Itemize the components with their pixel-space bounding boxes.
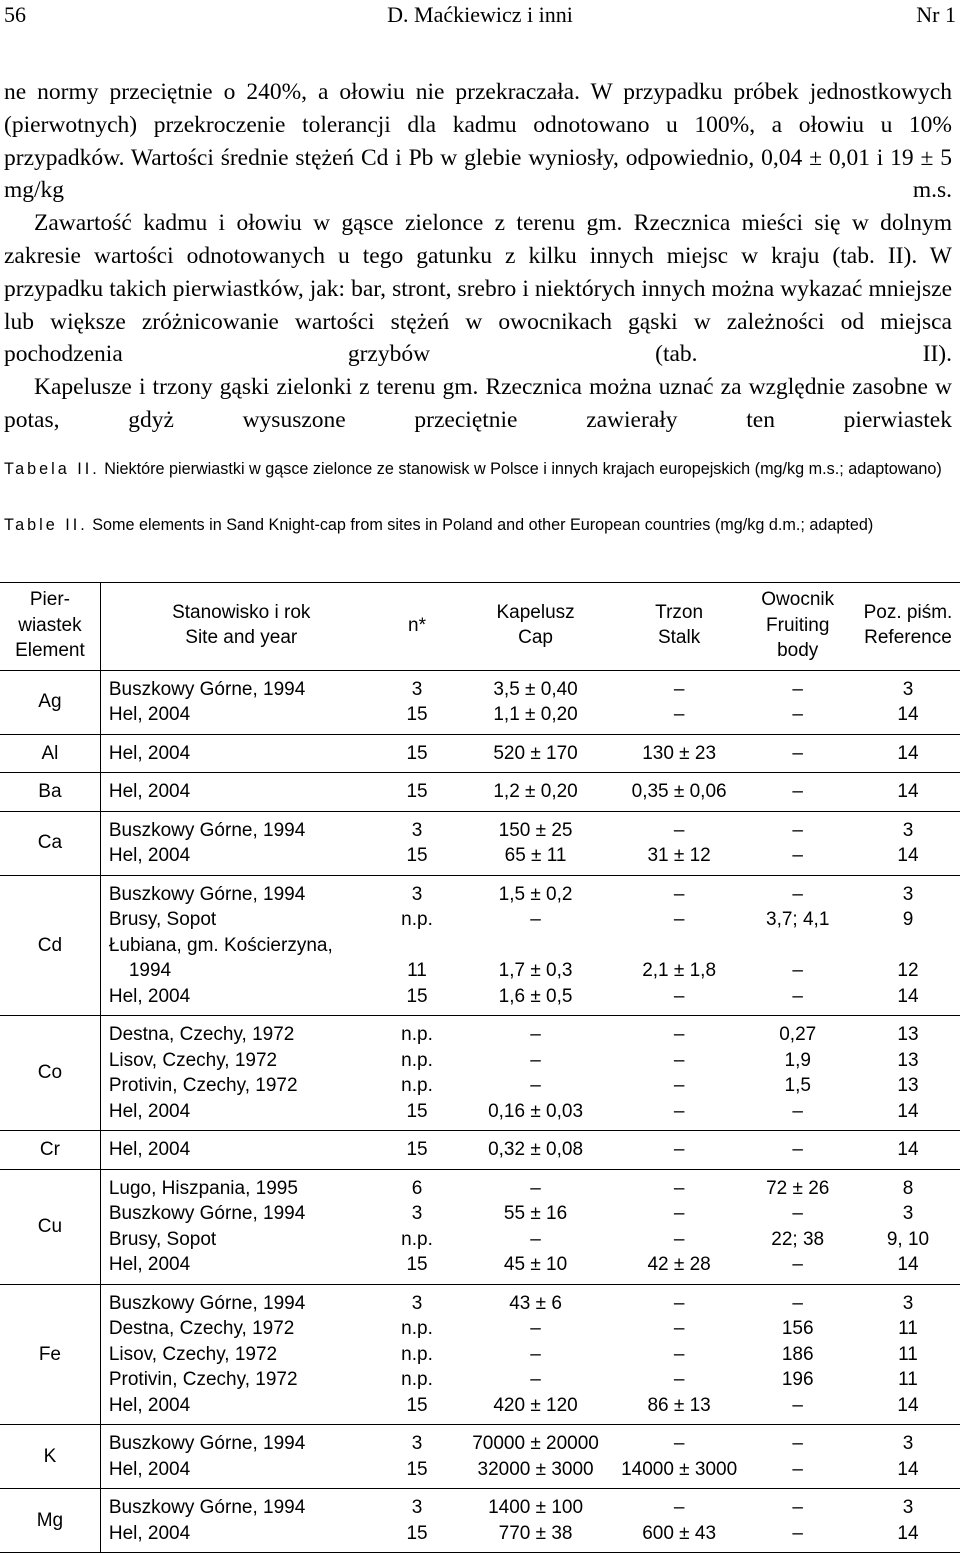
cell-fruiting-body: 72 ± 26 – 22; 38 – (739, 1169, 855, 1284)
cell-fruiting-body: – – (739, 811, 855, 875)
cell-n: 3 15 (382, 811, 453, 875)
cell-n: 3 n.p. n.p. n.p. 15 (382, 1284, 453, 1425)
cell-cap: 1400 ± 100 770 ± 38 (452, 1489, 618, 1553)
cell-n: 3 15 (382, 670, 453, 734)
table-row (0, 1284, 960, 1425)
cell-fruiting-body: – (739, 773, 855, 812)
cell-reference: 13 13 13 14 (856, 1016, 960, 1131)
cell-site: Buszkowy Górne, 1994 Hel, 2004 (100, 670, 381, 734)
cell-cap: 1,2 ± 0,20 (452, 773, 618, 812)
cell-cap: 43 ± 6 – – – 420 ± 120 (452, 1284, 618, 1425)
cell-cap: 0,32 ± 0,08 (452, 1131, 618, 1170)
caption-label: Tabela II. (4, 460, 100, 478)
cell-element: Mg (0, 1489, 100, 1553)
cell-stalk: – 14000 ± 3000 (619, 1425, 740, 1489)
header-element: Pier- wiastek Element (0, 583, 100, 671)
cell-element: Cr (0, 1131, 100, 1170)
cell-cap: – 55 ± 16 – 45 ± 10 (452, 1169, 618, 1284)
cell-site: Buszkowy Górne, 1994 Destna, Czechy, 1972 Lisov, Czechy, 1972 Protivin, Czechy, 1972 Hel, 2004 (100, 1284, 381, 1425)
cell-fruiting-body: – 156 186 196 – (739, 1284, 855, 1425)
running-authors: D. Maćkiewicz i inni (387, 2, 573, 27)
cell-reference: 14 (856, 773, 960, 812)
cell-n: 15 (382, 1131, 453, 1170)
cell-stalk: 0,35 ± 0,06 (619, 773, 740, 812)
cell-n: 6 3 n.p. 15 (382, 1169, 453, 1284)
cell-element: Co (0, 1016, 100, 1131)
cell-element: Cd (0, 875, 100, 1016)
cell-n: 3 15 (382, 1425, 453, 1489)
header-site: Stanowisko i rok Site and year (100, 583, 381, 671)
cell-reference: 8 3 9, 10 14 (856, 1169, 960, 1284)
table-row (0, 1016, 960, 1131)
cell-reference: 14 (856, 734, 960, 773)
cell-site: Buszkowy Górne, 1994 Hel, 2004 (100, 811, 381, 875)
cell-fruiting-body: 0,27 1,9 1,5 – (739, 1016, 855, 1131)
cell-site: Destna, Czechy, 1972 Lisov, Czechy, 1972 Protivin, Czechy, 1972 Hel, 2004 (100, 1016, 381, 1131)
cell-n: 3 n.p. 11 15 (382, 875, 453, 1016)
table-header-row (0, 583, 960, 671)
cell-cap: 520 ± 170 (452, 734, 618, 773)
paragraph: ne normy przeciętnie o 240%, a ołowiu nie przekraczała. W przypadku próbek jednostkowych (pierwotnych) przekroczenie tolerancji dla kadmu odnotowano u 100%, a ołowiu u 10% przypadków. Wartości średnie stężeń Cd i Pb w glebie wyniosły, odpowiednio, 0,04 ± 0,01 i 19 ± 5 mg/kg m.s. (4, 79, 952, 204)
cell-site: Lugo, Hiszpania, 1995 Buszkowy Górne, 1994 Brusy, Sopot Hel, 2004 (100, 1169, 381, 1284)
cell-stalk: – 31 ± 12 (619, 811, 740, 875)
cell-n: 15 (382, 734, 453, 773)
issue-number: Nr 1 (916, 2, 956, 27)
cell-stalk: – 600 ± 43 (619, 1489, 740, 1553)
cell-n: n.p. n.p. n.p. 15 (382, 1016, 453, 1131)
running-header (0, 0, 960, 34)
cell-fruiting-body: – – (739, 1489, 855, 1553)
cell-cap: 70000 ± 20000 32000 ± 3000 (452, 1425, 618, 1489)
cell-stalk: – – (619, 670, 740, 734)
cell-element: Ca (0, 811, 100, 875)
cell-site: Hel, 2004 (100, 773, 381, 812)
table-row (0, 1169, 960, 1284)
header-stalk: Trzon Stalk (619, 583, 740, 671)
table-row (0, 875, 960, 1016)
table-row (0, 1425, 960, 1489)
cell-site: Buszkowy Górne, 1994 Brusy, Sopot Łubiana, gm. Kościerzyna, 1994 Hel, 2004 (100, 875, 381, 1016)
header-n: n* (382, 583, 453, 671)
cell-stalk: – – – – 86 ± 13 (619, 1284, 740, 1425)
table-body (0, 670, 960, 1553)
table-row (0, 734, 960, 773)
cell-site: Buszkowy Górne, 1994 Hel, 2004 (100, 1489, 381, 1553)
cell-element: Al (0, 734, 100, 773)
cell-site: Hel, 2004 (100, 734, 381, 773)
body-text (4, 76, 952, 437)
cell-n: 15 (382, 773, 453, 812)
cell-reference: 3 14 (856, 811, 960, 875)
cell-fruiting-body: – – (739, 1425, 855, 1489)
cell-fruiting-body: – (739, 734, 855, 773)
table-row (0, 773, 960, 812)
cell-reference: 3 14 (856, 670, 960, 734)
cell-cap: 3,5 ± 0,40 1,1 ± 0,20 (452, 670, 618, 734)
cell-stalk: – (619, 1131, 740, 1170)
header-reference: Poz. piśm. Reference (856, 583, 960, 671)
cell-fruiting-body: – (739, 1131, 855, 1170)
table-row (0, 670, 960, 734)
caption-text: Some elements in Sand Knight-cap from sites in Poland and other European countries (mg/kg d.m.; adapted) (92, 516, 874, 534)
cell-stalk: – – – 42 ± 28 (619, 1169, 740, 1284)
cell-element: Ag (0, 670, 100, 734)
cell-stalk: 130 ± 23 (619, 734, 740, 773)
cell-fruiting-body: – 3,7; 4,1 – – (739, 875, 855, 1016)
cell-element: Cu (0, 1169, 100, 1284)
cell-reference: 3 9 12 14 (856, 875, 960, 1016)
caption-text: Niektóre pierwiastki w gąsce zielonce ze stanowisk w Polsce i innych krajach europejskich (mg/kg m.s.; adaptowano) (104, 460, 942, 478)
cell-site: Hel, 2004 (100, 1131, 381, 1170)
cell-cap: 150 ± 25 65 ± 11 (452, 811, 618, 875)
table-row (0, 811, 960, 875)
cell-cap: 1,5 ± 0,2 – 1,7 ± 0,3 1,6 ± 0,5 (452, 875, 618, 1016)
table-row (0, 1131, 960, 1170)
table-row (0, 1489, 960, 1553)
table-caption-english (4, 512, 956, 538)
cell-cap: – – – 0,16 ± 0,03 (452, 1016, 618, 1131)
page-number: 56 (4, 2, 26, 27)
cell-stalk: – – 2,1 ± 1,8 – (619, 875, 740, 1016)
cell-element: K (0, 1425, 100, 1489)
cell-site: Buszkowy Górne, 1994 Hel, 2004 (100, 1425, 381, 1489)
header-cap: Kapelusz Cap (452, 583, 618, 671)
cell-reference: 3 14 (856, 1425, 960, 1489)
cell-reference: 14 (856, 1131, 960, 1170)
cell-stalk: – – – – (619, 1016, 740, 1131)
cell-n: 3 15 (382, 1489, 453, 1553)
header-fruiting-body: Owocnik Fruiting body (739, 583, 855, 671)
caption-label: Table II. (4, 516, 88, 534)
cell-fruiting-body: – – (739, 670, 855, 734)
data-table (0, 582, 960, 1553)
cell-reference: 3 11 11 11 14 (856, 1284, 960, 1425)
paragraph: Zawartość kadmu i ołowiu w gąsce zielonce z terenu gm. Rzecznica mieści się w dolnym zakresie wartości odnotowanych u tego gatunku z kilku innych miejsc w kraju (tab. II). W przypadku takich pierwiastków, jak: bar, stront, srebro i niektórych innych można wykazać mniejsze lub większe zróżnicowanie wartości stężeń w owocnikach gąski w zależności od miejsca pochodzenia grzybów (tab. II). (4, 210, 952, 368)
cell-element: Fe (0, 1284, 100, 1425)
paragraph: Kapelusze i trzony gąski zielonki z terenu gm. Rzecznica można uznać za względnie zasobne w potas, gdyż wysuszone przeciętnie zawierały ten pierwiastek (4, 374, 952, 433)
cell-element: Ba (0, 773, 100, 812)
table-caption-polish (4, 456, 956, 482)
cell-reference: 3 14 (856, 1489, 960, 1553)
